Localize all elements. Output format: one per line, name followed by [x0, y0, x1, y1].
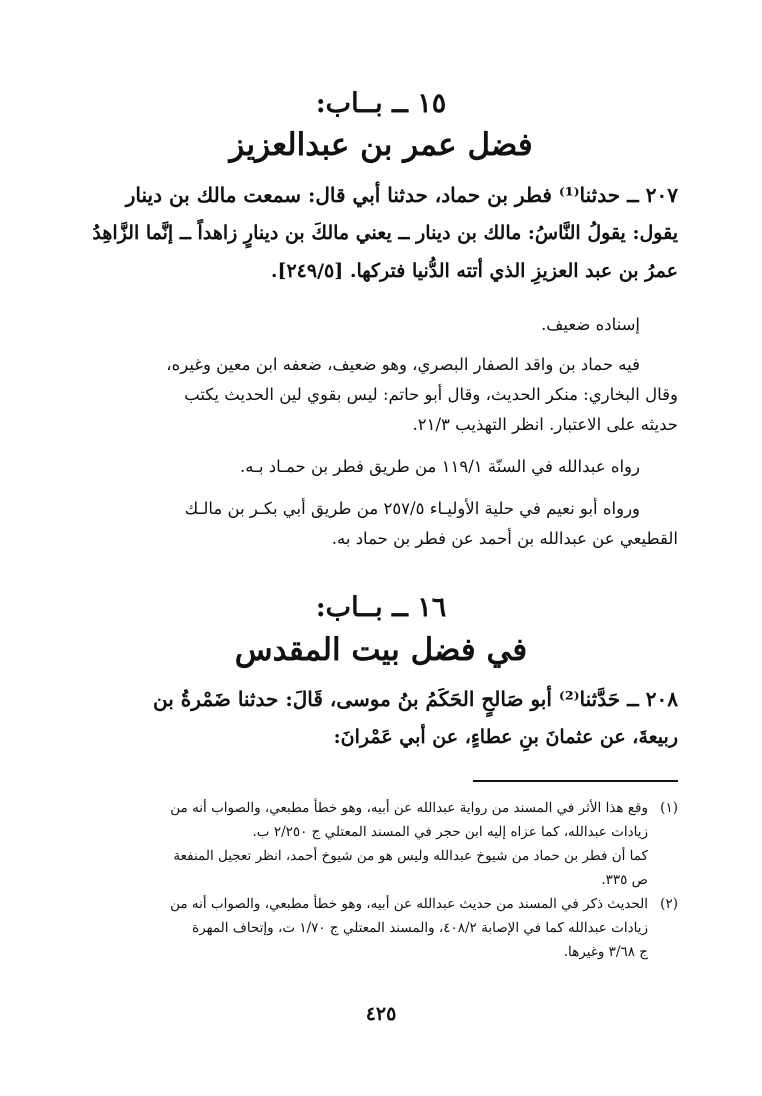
hadith-207-line-3: عمرُ بن عبد العزيزِ الذي أتته الدُّنيا فتركها. [٢٤٩/٥]. [270, 260, 678, 282]
chapter-15-number: ١٥ ــ بــاب: [315, 88, 447, 119]
hadith-208-line-2: ربيعةَ، عن عثمانَ بنِ عطاءٍ، عن أبي عَمْرانَ: [333, 726, 678, 748]
commentary-p2: رواه عبدالله في السنّة ١١٩/١ من طريق فطر بن حمـاد بـه. [240, 457, 640, 476]
page-number: ٤٢٥ [365, 1003, 397, 1025]
commentary-p3-line-1: ورواه أبو نعيم في حلية الأوليـاء ٢٥٧/٥ من طريق أبي بكـر بن مالـك [184, 499, 640, 518]
chapter-16-title: في فضل بيت المقدس [234, 632, 528, 668]
isnad-grade: إسناده ضعيف. [541, 315, 640, 334]
footnote-2-number: (٢) [660, 896, 678, 912]
footnote-1-number: (١) [660, 800, 678, 816]
commentary-p1-line-1: فيه حماد بن واقد الصفار البصري، وهو ضعيف، ضعفه ابن معين وغيره، [166, 355, 640, 374]
chapter-15-title: فضل عمر بن عبدالعزيز [229, 127, 533, 163]
hadith-207-line-2: يقول: يقولُ النَّاسُ: مالك بن دينار ــ يعني مالكَ بن دينارٍ زاهداً ــ إنَّما الزَّاهِدُ [92, 222, 678, 244]
hadith-207-line-1: ٢٠٧ ــ حدثنا⁽¹⁾ فطر بن حماد، حدثنا أبي قال: سمعت مالك بن دينار [125, 183, 678, 207]
footnote-2-line-2: زيادات عبدالله كما في الإصابة ٤٠٨/٢، والمسند المعتلي ج ١/٧٠ ت، وإتحاف المهرة [192, 920, 648, 936]
hadith-208-line-1: ٢٠٨ ــ حَدَّثنا⁽²⁾ أبو صَالحٍ الحَكَمُ بنُ موسى، قَالَ: حدثنا ضَمْرةُ بن [153, 687, 678, 711]
footnote-1-line-4: ص ٣٣٥. [601, 872, 648, 888]
footnote-1-text-1: وقع هذا الأثر في المسند من رواية عبدالله عن أبيه، وهو خطأ مطبعي، والصواب أنه من [170, 800, 648, 816]
footnote-1-line-1 [84, 796, 678, 820]
footnote-1-line-2: زيادات عبدالله، كما عزاه إليه ابن حجر في المسند المعتلي ج ٢/٢٥٠ ب. [252, 824, 648, 840]
hadith-208 [84, 680, 678, 756]
commentary-p3-line-2: القطيعي عن عبدالله بن أحمد عن فطر بن حماد به. [331, 529, 678, 548]
footnote-2-line-3: ج ٣/٦٨ وغيرها. [563, 944, 648, 960]
commentary-p1-line-2: وقال البخاري: منكر الحديث، وقال أبو حاتم: ليس بقوي لين الحديث يكتب [184, 385, 678, 404]
hadith-207 [84, 176, 678, 290]
footnote-1-line-3: كما أن فطر بن حماد من شيوخ عبدالله وليس هو من شيوخ أحمد، انظر تعجيل المنفعة [173, 848, 648, 864]
footnote-2-line-1 [84, 892, 678, 916]
chapter-16-number: ١٦ ــ بــاب: [315, 592, 447, 623]
footnotes [84, 796, 678, 964]
footnote-2-text-1: الحديث ذكر في المسند من حديث عبدالله عن أبيه، وهو خطأ مطبعي، والصواب أنه من [170, 896, 648, 912]
commentary-207 [84, 310, 678, 554]
footnote-divider [473, 780, 678, 782]
commentary-p1-line-3: حديثه على الاعتبار. انظر التهذيب ٢١/٣. [412, 415, 678, 434]
